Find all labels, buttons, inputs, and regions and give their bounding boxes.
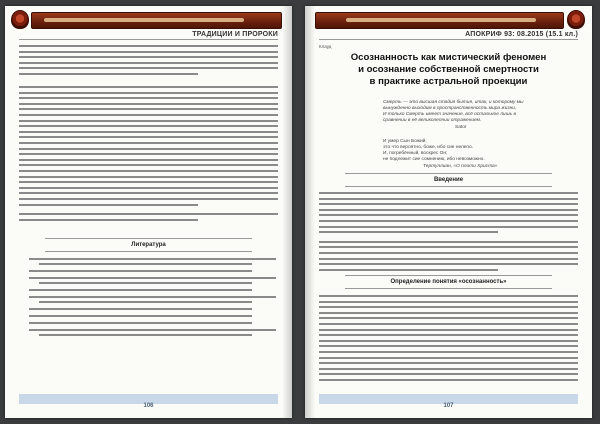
text-line [19, 192, 278, 194]
text-line [319, 373, 578, 375]
page-number: 106 [143, 403, 154, 409]
text-line [19, 213, 278, 215]
text-line [319, 241, 578, 243]
divider [345, 186, 552, 187]
text-line [319, 340, 578, 342]
text-line [319, 258, 578, 260]
text-line [19, 198, 278, 200]
divider [45, 238, 252, 239]
author-kicker: Клауд [319, 44, 332, 49]
intro-heading: Введение [433, 177, 464, 183]
text-line [19, 187, 278, 189]
text-line [319, 345, 578, 347]
text-line [39, 334, 252, 336]
text-line [319, 312, 578, 314]
text-line [19, 103, 278, 105]
text-line [319, 351, 578, 353]
text-line [319, 334, 578, 336]
text-line [319, 214, 578, 216]
text-line [319, 317, 578, 319]
text-line [29, 270, 252, 272]
divider [319, 39, 578, 40]
text-line [319, 226, 578, 228]
text-line [19, 153, 278, 155]
text-line [29, 315, 252, 317]
text-line [19, 114, 278, 116]
text-line [319, 379, 578, 381]
text-line [319, 252, 578, 254]
emblem-icon [567, 10, 585, 29]
text-line [319, 301, 578, 303]
text-line [319, 295, 578, 297]
text-line [19, 120, 278, 122]
right-page: АПОКРИФ 93: 08.2015 (15.1 кл.) Клауд Осознанность как мистический феномен и осознание собственной смертности в практике астральной проекции Смерть — это высшая стадия бытия, итак, и которому мы вынужденно выходим в пространственность мира жизни, И только Смерть имеет значение, всё остальное лишь в сравнении в её великолепнии отражением. Sator И умер Сын Божий, это что вероятно, боже, ибо сие нелепо. И, погребённый, воскрес Он; не подлежит сие сомнению, ибо невозможно. Тертуллиан, «О плоти Христа» Введение Определение понятия «осознанность» 107 [305, 6, 592, 418]
text-line [29, 277, 276, 279]
text-line [19, 51, 278, 53]
divider [345, 288, 552, 289]
header-banner [31, 12, 282, 29]
text-line [19, 142, 278, 144]
text-line [19, 204, 198, 206]
text-line [19, 176, 278, 178]
article-title: Осознанность как мистический феномен и осознание собственной смертности в практике астральной проекции [350, 52, 547, 87]
text-line [39, 301, 252, 303]
text-line [29, 308, 252, 310]
text-line [19, 219, 198, 221]
left-page [5, 6, 292, 418]
text-line [19, 97, 278, 99]
text-line [19, 73, 198, 75]
divider [19, 39, 278, 40]
text-line [319, 203, 578, 205]
header-banner [315, 12, 564, 29]
text-line [319, 198, 578, 200]
text-line [39, 263, 252, 265]
text-line [319, 362, 578, 364]
divider [345, 275, 552, 276]
text-line [29, 258, 276, 260]
text-line [19, 125, 278, 127]
text-line [319, 220, 578, 222]
text-line [29, 296, 276, 298]
text-line [319, 246, 578, 248]
divider [345, 173, 552, 174]
definition-heading: Определение понятия «осознанность» [390, 279, 507, 285]
text-line [29, 322, 252, 324]
page-footer [19, 394, 278, 409]
text-line [19, 181, 278, 183]
text-line [19, 159, 278, 161]
page-footer [319, 394, 578, 409]
text-line [19, 67, 278, 69]
references-heading: Литература [131, 242, 166, 248]
text-line [319, 357, 578, 359]
text-line [319, 209, 578, 211]
text-line [319, 263, 578, 265]
text-line [19, 131, 278, 133]
text-line [19, 86, 278, 88]
text-line [19, 56, 278, 58]
text-line [319, 329, 578, 331]
text-line [19, 62, 278, 64]
text-line [19, 108, 278, 110]
text-line [19, 164, 278, 166]
text-line [319, 231, 498, 233]
text-line [319, 269, 498, 271]
text-line [19, 170, 278, 172]
text-line [29, 329, 276, 331]
page-number: 107 [443, 403, 454, 409]
text-line [29, 289, 252, 291]
emblem-icon [11, 10, 29, 29]
text-line [19, 148, 278, 150]
text-line [39, 282, 252, 284]
section-label: ТРАДИЦИИ И ПРОРОКИ [192, 31, 278, 38]
text-line [19, 136, 278, 138]
text-line [319, 368, 578, 370]
text-line [319, 323, 578, 325]
section-label: АПОКРИФ 93: 08.2015 (15.1 кл.) [465, 31, 578, 38]
text-line [19, 92, 278, 94]
text-line [319, 306, 578, 308]
divider [45, 251, 252, 252]
text-line [19, 45, 278, 47]
text-line [319, 192, 578, 194]
